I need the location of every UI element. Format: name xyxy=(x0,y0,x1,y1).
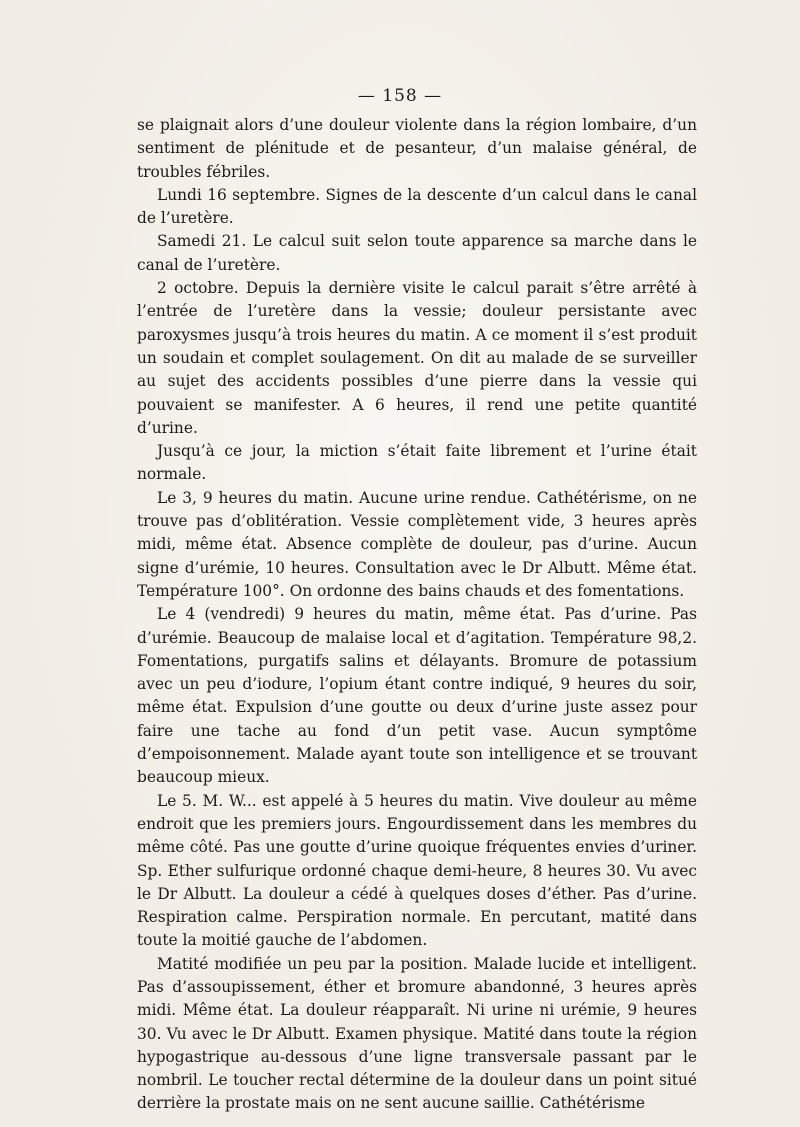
paragraph-lundi-16: Lundi 16 septembre. Signes de la descente d’un calcul dans le canal de l’uretère. xyxy=(137,185,697,228)
paragraph-matite: Matité modifiée un peu par la position. Malade lucide et intelligent. Pas d’assoupissement, éther et bromure abandonné, 3 heures après midi. Même état. La douleur réapparaît. Ni urine ni urémie, 9 heures 30. Vu avec le Dr Albutt. Examen physique. Matité dans toute la région hypogastrique au-dessous d’une ligne transversale passant par le nombril. Le toucher rectal détermine de la douleur dans un point situé derrière la prostate mais on ne sent aucune saillie. Cathétérisme xyxy=(137,954,697,1113)
paragraph-jusqua-ce-jour: Jusqu’à ce jour, la miction s’était faite librement et l’urine était normale. xyxy=(137,442,697,484)
paragraph-le-3: Le 3, 9 heures du matin. Aucune urine rendue. Cathétérisme, on ne trouve pas d’oblitération. Vessie complètement vide, 3 heures après midi, même état. Absence complète de douleur, pas d’urine. Aucun signe d’urémie, 10 heures. Consultation avec le Dr Albutt. Même état. Température 100°. On ordonne des bains chauds et des fomentations. xyxy=(137,488,697,600)
paragraph-le-5: Le 5. M. W... est appelé à 5 heures du matin. Vive douleur au même endroit que les premiers jours. Engourdissement dans les membres du même côté. Pas une goutte d’urine quoique fréquentes envies d’uriner. Sp. Ether sulfurique ordonné chaque demi-heure, 8 heures 30. Vu avec le Dr Albutt. La douleur a cédé à quelques doses d’éther. Pas d’urine. Respiration calme. Perspiration normale. En percutant, matité dans toute la moitié gauche de l’abdomen. xyxy=(137,791,697,950)
body-text xyxy=(137,114,697,1116)
paragraph-samedi-21: Samedi 21. Le calcul suit selon toute apparence sa marche dans le canal de l’uretère. xyxy=(137,232,697,274)
paragraph-continuation: se plaignait alors d’une douleur violente dans la région lombaire, d’un sentiment de plénitude et de pesanteur, d’un malaise général, de troubles fébriles. xyxy=(137,116,697,181)
paragraph-le-4: Le 4 (vendredi) 9 heures du matin, même état. Pas d’urine. Pas d’urémie. Beaucoup de malaise local et d’agitation. Température 98,2. Fomentations, purgatifs salins et délayants. Bromure de potassium avec un peu d’iodure, l’opium étant contre indiqué, 9 heures du soir, même état. Expulsion d’une goutte ou deux d’urine juste assez pour faire une tache au fond d’un petit vase. Aucun symptôme d’empoisonnement. Malade ayant toute son intelligence et se trouvant beaucoup mieux. xyxy=(137,605,697,787)
paragraph-2-octobre: 2 octobre. Depuis la dernière visite le calcul parait s’être arrêté à l’entrée de l’uretère dans la vessie; douleur persistante avec paroxysmes jusqu’à trois heures du matin. A ce moment il s’est produit un soudain et complet soulagement. On dit au malade de se surveiller au sujet des accidents possibles d’une pierre dans la vessie qui pouvaient se manifester. A 6 heures, il rend une petite quantité d’urine. xyxy=(137,279,697,437)
page-number: — 158 — xyxy=(357,86,443,106)
